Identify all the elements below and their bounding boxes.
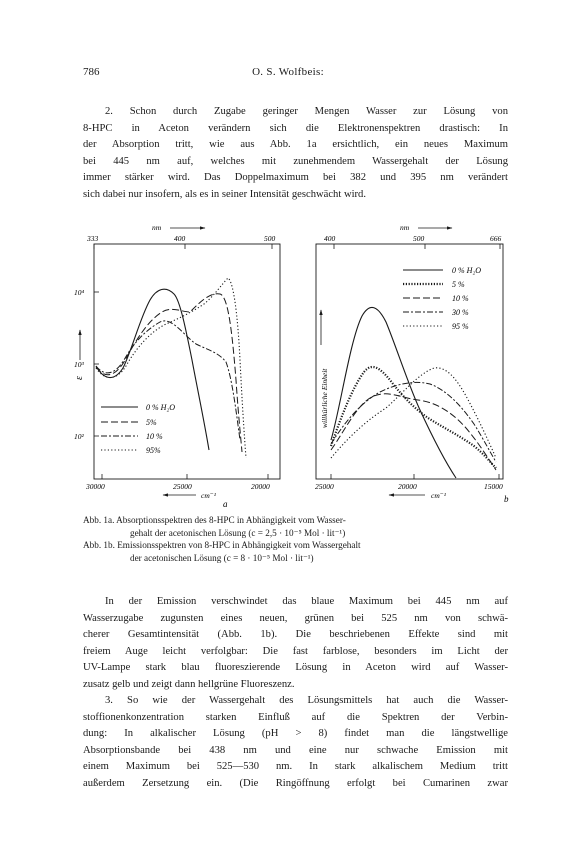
panel-a-curve-10pct (96, 321, 240, 440)
panel-b-curve-5pct (331, 367, 496, 468)
panel-a-y-tick: 10⁴ (74, 288, 85, 297)
panel-b-legend-0pct: 0 % H₂O (452, 266, 481, 275)
paragraph-2-line: cherer Gesamtintensität (Abb. 1b). Die beschriebenen Effekte sind mit (83, 629, 508, 641)
paragraph-1-line: 2. Schon durch Zugabe geringer Mengen Wasser zur Lösung von (105, 106, 508, 117)
panel-b-bottom-unit: cm⁻¹ (431, 491, 446, 500)
panel-a-frame (94, 244, 280, 479)
panel-b-legend-10pct: 10 % (452, 294, 469, 303)
panel-b-frame (316, 244, 503, 479)
caption-a-line: gehalt der acetonischen Lösung (c = 2,5 · 10⁻⁵ Mol · lit⁻¹) (130, 527, 346, 538)
paragraph-3-line: außerdem Zersetzung ein. (Die Ringöffnung erfolgt bei Cumarinen zwar (83, 777, 508, 789)
panel-b-curve-0pct (331, 307, 456, 478)
paragraph-3-line: stoffionenkonzentration starken Einfluß auf die Spektren der Verbin- (83, 711, 508, 723)
paragraph-3-line: 3. So wie der Wassergehalt des Lösungsmittels hat auch die Wasser- (105, 695, 508, 706)
panel-b-bottom-tick: 25000 (315, 482, 334, 491)
panel-b-bottom-tick: 20000 (398, 482, 417, 491)
panel-a-y-tick: 10² (74, 432, 84, 441)
panel-a-top-unit: nm (152, 223, 162, 232)
panel-b (315, 223, 509, 504)
caption-a-line: Abb. 1a. Absorptionsspektren des 8-HPC in Abhängigkeit vom Wasser- (83, 515, 346, 525)
paragraph-2-line: Wasserzugabe zugunsten eines neuen, grünen bei 525 nm von schwä- (83, 612, 508, 624)
panel-b-top-tick: 400 (324, 234, 336, 243)
paragraph-3-line: Absorptionsbande bei 438 nm und eine nur schwache Emission mit (83, 744, 508, 756)
panel-a-bottom-tick: 20000 (251, 482, 270, 491)
panel-b-legend-30pct: 30 % (452, 308, 469, 317)
panel-a-legend-5pct: 5% (146, 418, 157, 427)
caption-b-line: der acetonischen Lösung (c = 8 · 10⁻⁵ Mol · lit⁻¹) (130, 552, 314, 563)
panel-b-y-label: willkürliche Einheit (320, 368, 329, 428)
panel-a-legend (101, 403, 175, 455)
panel-b-bottom-tick: 15000 (484, 482, 503, 491)
paragraph-1-line: 8-HPC in Aceton verändern sich die Elektronenspektren drastisch: In (83, 122, 508, 134)
panel-b-legend (403, 266, 481, 331)
figure-caption (83, 514, 513, 564)
panel-b-top-unit: nm (400, 223, 410, 232)
panel-b-letter: b (504, 494, 509, 504)
panel-a-legend-10pct: 10 % (146, 432, 163, 441)
panel-a-top-tick: 500 (264, 234, 276, 243)
panel-a-y-tick: 10³ (74, 360, 84, 369)
panel-a-top-tick: 333 (87, 234, 99, 243)
caption-b-line: Abb. 1b. Emissionsspektren von 8-HPC in Abhängigkeit vom Wassergehalt (83, 540, 361, 550)
paragraph-1 (83, 104, 508, 204)
panel-b-curve-30pct (331, 382, 496, 462)
panel-a (74, 223, 280, 509)
panel-a-bottom-tick: 25000 (173, 482, 192, 491)
panel-a-y-label: ε (74, 376, 85, 380)
paragraph-1-line: bei 445 nm auf, welches mit zunehmendem Wassergehalt der Lösung (83, 155, 508, 167)
panel-a-legend-0pct: 0 % H₂O (146, 403, 175, 412)
paragraph-1-line: der Absorption tritt, wie aus Abb. 1a ersichtlich, ein neues Maximum (83, 139, 508, 151)
panel-b-top-tick: 500 (413, 234, 425, 243)
panel-b-curve-95pct (331, 368, 496, 458)
panel-a-curve-95pct (96, 278, 246, 458)
running-head: O. S. Wolfbeis: (252, 66, 324, 78)
panel-b-top-tick: 666 (490, 234, 502, 243)
paragraph-2-line: zusatz gelb und zeigt dann hellgrüne Fluoreszenz. (83, 678, 295, 690)
paragraph-3 (83, 693, 508, 793)
paragraph-2-line: UV-Lampe stark blau fluoreszierende Lösung in Aceton wird auf Wasser- (83, 662, 508, 674)
page-number: 786 (83, 66, 100, 78)
paragraph-2-line: In der Emission verschwindet das blaue Maximum bei 445 nm auf (105, 596, 508, 607)
panel-b-legend-95pct: 95 % (452, 322, 469, 331)
panel-a-letter: a (223, 499, 228, 509)
panel-b-curve-10pct (331, 394, 496, 470)
paragraph-2-line: freiem Auge leicht verfolgbar: Die fast farblose, besonders im Licht der (83, 645, 508, 657)
paragraph-1-line: immer stärker wird. Das Doppelmaximum bei 382 und 395 nm verändert (83, 172, 508, 184)
paragraph-1-line: sich dabei nur insofern, als es in seiner Intensität geschwächt wird. (83, 188, 367, 200)
panel-a-bottom-tick: 30000 (86, 482, 105, 491)
panel-a-curve-5pct (96, 294, 242, 452)
panel-a-bottom-unit: cm⁻¹ (201, 491, 216, 500)
paragraph-2 (83, 594, 508, 694)
paragraph-3-line: einem Maximum bei 525—530 nm. In stark alkalischem Medium tritt (83, 761, 508, 773)
panel-b-legend-5pct: 5 % (452, 280, 465, 289)
paragraph-3-line: dung: In alkalischer Lösung (pH > 8) findet man die längstwellige (83, 728, 508, 740)
panel-a-top-tick: 400 (174, 234, 186, 243)
panel-a-legend-95pct: 95% (146, 446, 161, 455)
panel-a-curve-0pct (96, 289, 209, 450)
